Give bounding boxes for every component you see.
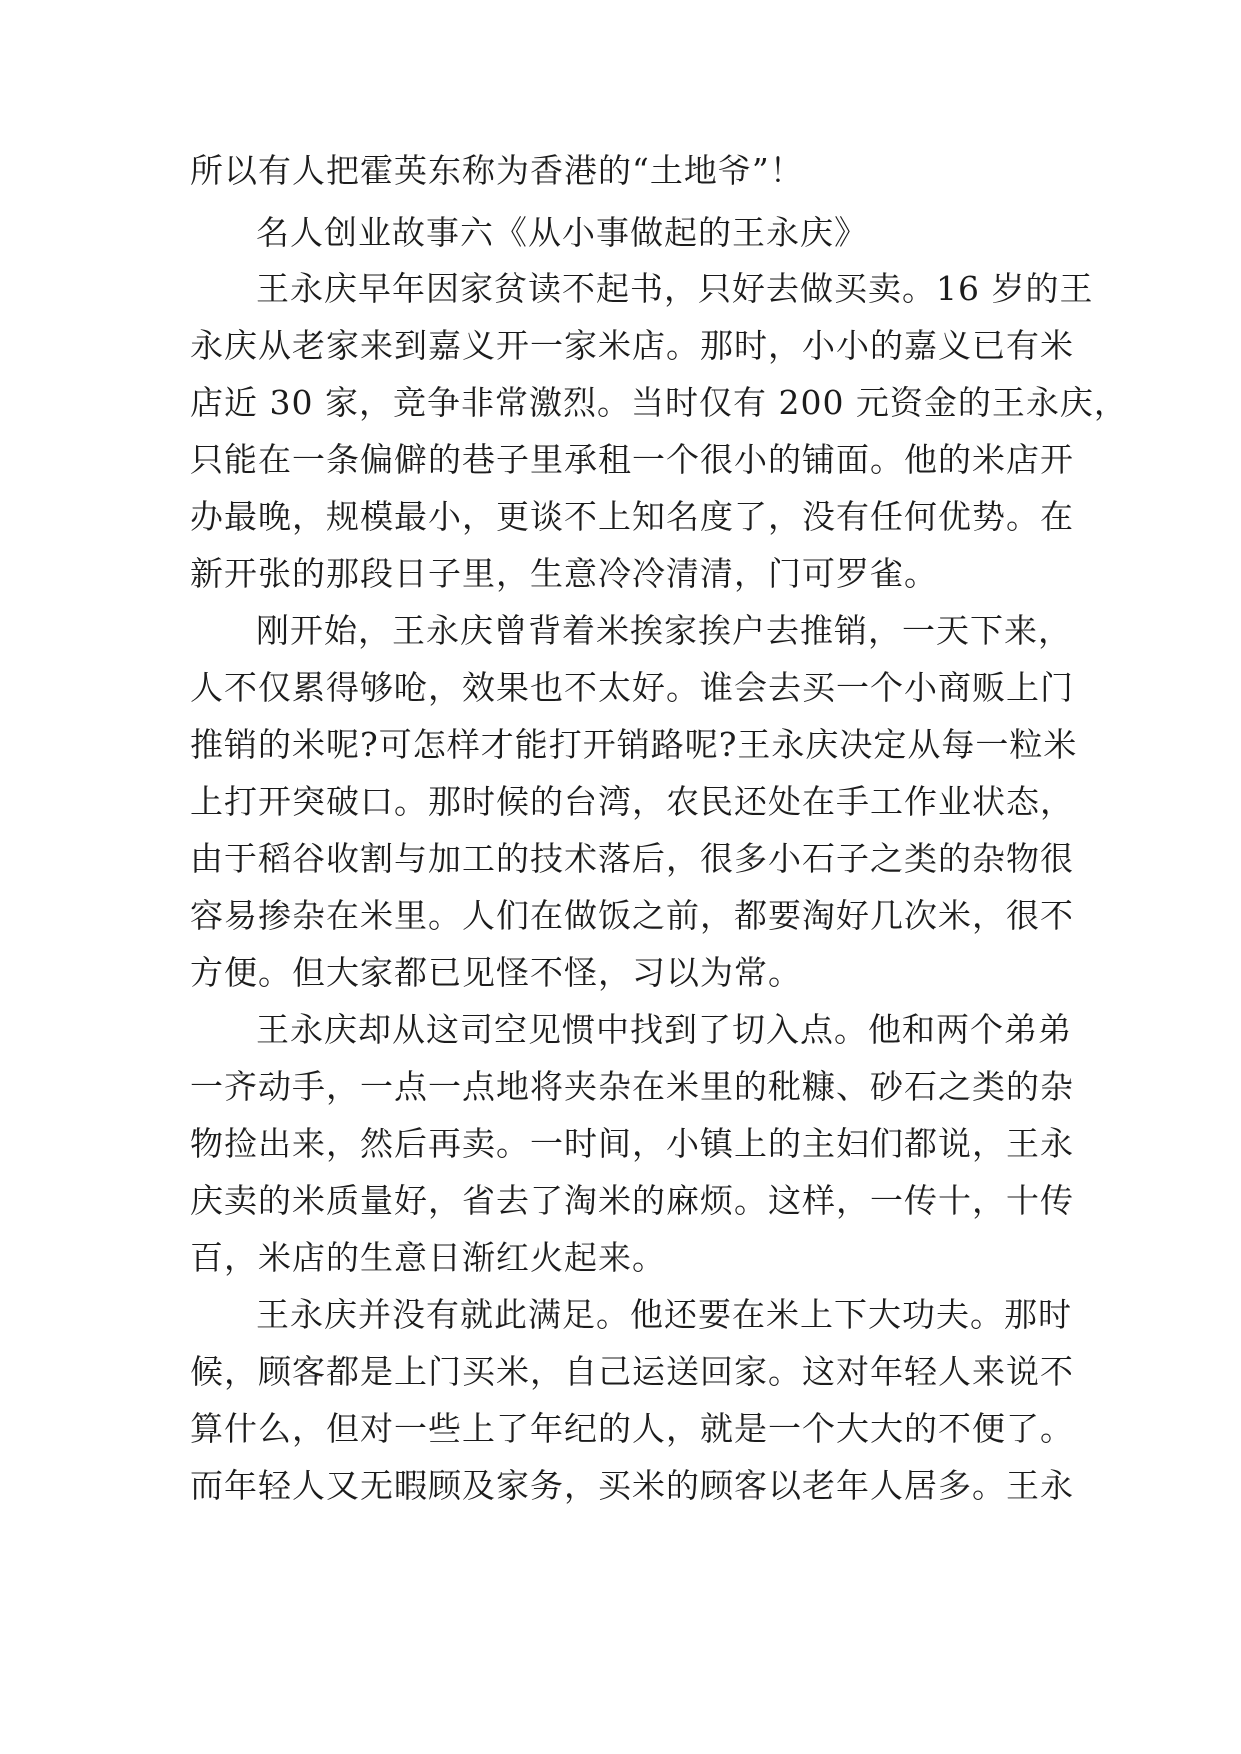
text-line: 百，米店的生意日渐红火起来。 <box>190 1238 666 1277</box>
text-line: 办最晚，规模最小，更谈不上知名度了，没有任何优势。在 <box>190 497 1074 536</box>
section-heading: 名人创业故事六《从小事做起的王永庆》 <box>256 213 868 252</box>
text-line: 王永庆却从这司空见惯中找到了切入点。他和两个弟弟 <box>256 1010 1072 1049</box>
text-line: 所以有人把霍英东称为香港的“土地爷”！ <box>190 151 804 190</box>
text-line: 算什么，但对一些上了年纪的人，就是一个大大的不便了。 <box>190 1409 1074 1448</box>
text-line: 庆卖的米质量好，省去了淘米的麻烦。这样，一传十，十传 <box>190 1181 1074 1220</box>
text-line: 新开张的那段日子里，生意冷冷清清，门可罗雀。 <box>190 554 938 593</box>
text-line: 而年轻人又无暇顾及家务，买米的顾客以老年人居多。王永 <box>190 1466 1074 1505</box>
text-line: 由于稻谷收割与加工的技术落后，很多小石子之类的杂物很 <box>190 839 1074 878</box>
text-line: 王永庆早年因家贫读不起书，只好去做买卖。16 岁的王 <box>256 269 1094 308</box>
text-line: 店近 30 家，竞争非常激烈。当时仅有 200 元资金的王永庆， <box>190 383 1128 422</box>
text-line: 王永庆并没有就此满足。他还要在米上下大功夫。那时 <box>256 1295 1072 1334</box>
text-line: 刚开始，王永庆曾背着米挨家挨户去推销，一天下来， <box>256 611 1072 650</box>
text-line: 只能在一条偏僻的巷子里承租一个很小的铺面。他的米店开 <box>190 440 1074 479</box>
text-line: 永庆从老家来到嘉义开一家米店。那时，小小的嘉义已有米 <box>190 326 1074 365</box>
text-line: 物捡出来，然后再卖。一时间，小镇上的主妇们都说，王永 <box>190 1124 1074 1163</box>
text-line: 推销的米呢?可怎样才能打开销路呢?王永庆决定从每一粒米 <box>190 725 1078 764</box>
text-line: 上打开突破口。那时候的台湾，农民还处在手工作业状态， <box>190 782 1074 821</box>
text-line: 人不仅累得够呛，效果也不太好。谁会去买一个小商贩上门 <box>190 668 1074 707</box>
text-line: 容易掺杂在米里。人们在做饭之前，都要淘好几次米，很不 <box>190 896 1074 935</box>
text-line: 候，顾客都是上门买米，自己运送回家。这对年轻人来说不 <box>190 1352 1074 1391</box>
text-line: 一齐动手，一点一点地将夹杂在米里的秕糠、砂石之类的杂 <box>190 1067 1074 1106</box>
text-line: 方便。但大家都已见怪不怪，习以为常。 <box>190 953 802 992</box>
